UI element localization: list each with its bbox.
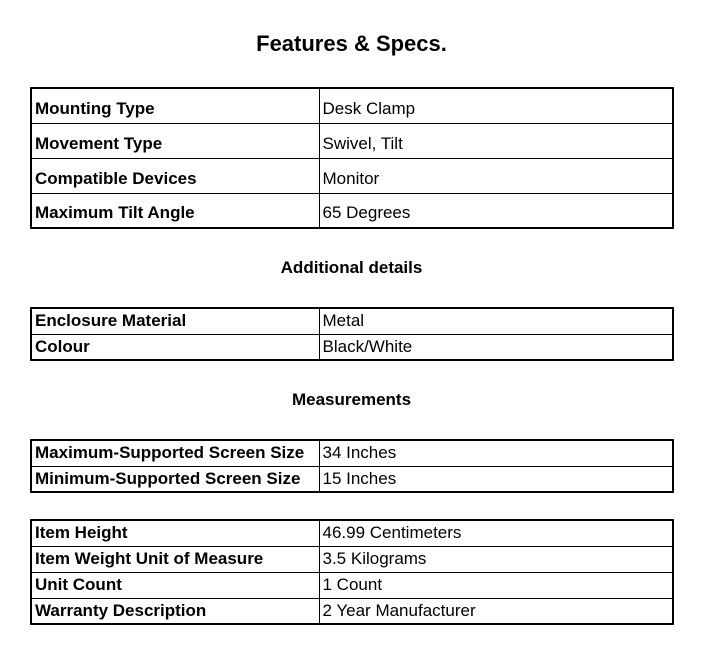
spec-value: 34 Inches	[319, 440, 673, 466]
table-row	[31, 546, 673, 572]
spec-value: 1 Count	[319, 572, 673, 598]
spec-value: Black/White	[319, 334, 673, 360]
spec-label: Maximum-Supported Screen Size	[31, 440, 319, 466]
spec-label: Item Weight Unit of Measure	[31, 546, 319, 572]
table-row	[31, 193, 673, 228]
table-row	[31, 440, 673, 466]
spec-label: Unit Count	[31, 572, 319, 598]
measurements-table	[30, 439, 674, 493]
spec-value: 3.5 Kilograms	[319, 546, 673, 572]
table-row	[31, 598, 673, 624]
features-table	[30, 87, 674, 229]
additional-details-heading: Additional details	[280, 258, 423, 277]
table-row	[31, 334, 673, 360]
spec-value: 15 Inches	[319, 466, 673, 492]
table-row	[31, 123, 673, 158]
spec-label: Item Height	[31, 520, 319, 546]
table-row	[31, 308, 673, 334]
spec-label: Movement Type	[31, 123, 319, 158]
spec-label: Mounting Type	[31, 88, 319, 123]
table-row	[31, 88, 673, 123]
spec-value: Metal	[319, 308, 673, 334]
spec-label: Warranty Description	[31, 598, 319, 624]
table-row	[31, 158, 673, 193]
item-details-table	[30, 519, 674, 625]
spec-value: 2 Year Manufacturer	[319, 598, 673, 624]
spec-value: Monitor	[319, 158, 673, 193]
page-title: Features & Specs.	[256, 31, 447, 56]
additional-details-table	[30, 307, 674, 361]
spec-label: Compatible Devices	[31, 158, 319, 193]
spec-value: 46.99 Centimeters	[319, 520, 673, 546]
spec-value: Swivel, Tilt	[319, 123, 673, 158]
spec-label: Minimum-Supported Screen Size	[31, 466, 319, 492]
spec-label: Enclosure Material	[31, 308, 319, 334]
spec-label: Colour	[31, 334, 319, 360]
spec-value: Desk Clamp	[319, 88, 673, 123]
measurements-heading: Measurements	[291, 390, 412, 409]
table-row	[31, 520, 673, 546]
table-row	[31, 572, 673, 598]
spec-label: Maximum Tilt Angle	[31, 193, 319, 228]
table-row	[31, 466, 673, 492]
spec-value: 65 Degrees	[319, 193, 673, 228]
